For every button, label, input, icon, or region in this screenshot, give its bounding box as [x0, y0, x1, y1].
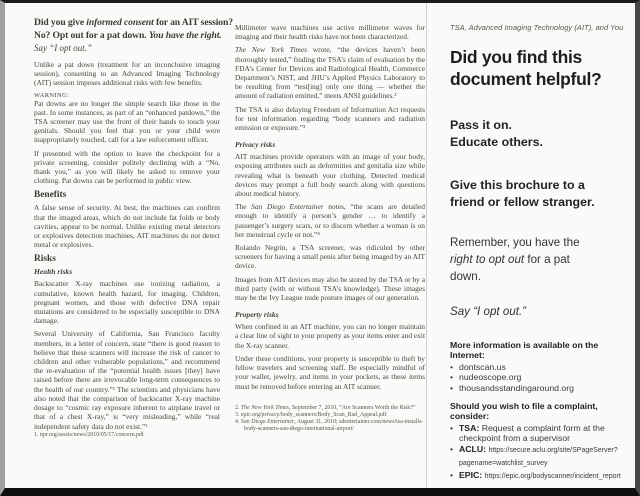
headline-text: Did you give: [34, 17, 87, 28]
health-risks-paragraph-2: Several University of California, San Francisco faculty members, in a letter of concern, state “there is good reason to believe that these scanners will increase the risk of cancer to children and other vulnerable populations,” and recommend the re-evaluation of the “potential health issues [they] have raised before there are irrevocable long-term consequences to the health of our country.”¹ The scientists and physicians have also noted that the comparison of backscatter X-ray machine dosage to “cosmic ray exposure inherent to airplane travel or that of a chest X-ray,” is “very misleading,” while “real independent safety data do not exist.”²: [34, 329, 220, 431]
list-item-thousandsstandingaround: • thousandsstandingaround.org: [450, 383, 630, 393]
private-screening-paragraph: If presented with the option to leave the checkpoint for a private screening, consider politely declining with a “No, thank you,” as you will likely be asked to remove your clothing. Pat downs can be performed in public view.: [34, 148, 220, 186]
headline-text: for an AIT session?: [153, 17, 233, 28]
foia-paragraph: The TSA is also delaying Freedom of Information Act requests for test information regarding “body scanners and radiation emission or exposure.”³: [235, 104, 425, 133]
headline-text: No? Opt out for a pat down.: [34, 30, 149, 41]
complaint-heading: Should you wish to file a complaint, consider:: [450, 400, 598, 421]
warning-paragraph: Pat downs are no longer the simple search like those in the past. In some instances, as part of an “enhanced patdown,” the TSA screener may use the front of their hands to touch your genitals. Should you feel that you or your child were inappropriately touched, call for a law enforcement officer.: [34, 98, 220, 145]
nyt-paragraph: [235, 45, 425, 100]
footnote-text: , August 31, 2010; sdentertainer.com/news/tsa-installs-body-scanners-san-diego-international-airport/: [244, 419, 424, 433]
health-risks-paragraph-1: Backscatter X-ray machines use ionizing radiation, a cumulative, known health hazard, for imaging. Children, pregnant women, and those with defective DNA repair mutations are considered to be especially susceptible to DNA damage.: [34, 279, 220, 326]
footnote-4: [235, 419, 425, 433]
say-i-opt-out-line: Say “I opt out.”: [34, 43, 93, 53]
remember-emphasis-opt-out: right to opt out: [450, 253, 525, 266]
footnote-number: 2.: [235, 404, 241, 411]
warning-label: WARNING:: [34, 91, 70, 99]
footnote-citation-italic: The New York Times: [240, 404, 289, 411]
pass-it-on-block: [450, 117, 630, 150]
aclu-complaint-url: https://secure.aclu.org/site/SPageServer?pagename=watchlist_survey: [459, 447, 618, 467]
brochure-kicker-title: TSA, Advanced Imaging Technology (AIT), and You: [450, 23, 624, 32]
panel-risks-continued: [235, 16, 425, 434]
image-storage-paragraph: Images from AIT devices may also be stored by the TSA or by a third party (with or without TSA’s knowledge). These images may be the Ivy League nude posture images of our generation.: [235, 274, 425, 303]
property-risks-subheading: Property risks: [235, 310, 279, 320]
left-headline-line1: [34, 16, 233, 29]
headline-emphasis-informed-consent: informed consent: [86, 17, 154, 28]
internet-info-section: [450, 340, 630, 393]
panel-back-cover: [450, 16, 630, 483]
nyt-citation-italic: The New York Times: [235, 45, 308, 55]
epic-complaint-url: https://epic.org/bodyscanner/incident_report: [484, 473, 621, 481]
risks-heading: Risks: [34, 254, 56, 265]
list-item-epic-complaint: [450, 470, 630, 482]
footnote-text: , September 7, 2010, “Are Scanners Worth the Risk?”: [288, 404, 416, 411]
negrin-paragraph: Rolando Negrin, a TSA screener, was ridiculed by other screeners for having a small penis after being imaged by an AIT device.: [235, 243, 425, 271]
intro-paragraph: Unlike a pat down (treatment for an inconclusive imaging session), consenting to an Advanced Imaging Technology (AIT) session imposes additional risks with few benefits.: [34, 60, 220, 88]
complaint-options-list: [450, 423, 630, 482]
epic-label: EPIC:: [459, 470, 483, 481]
footnote-citation-italic: San Diego Entertainer: [240, 419, 295, 426]
back-cover-title: Did you find this document helpful?: [450, 47, 602, 89]
pass-it-on-line: Pass it on.: [450, 118, 512, 132]
aclu-label: ACLU:: [459, 444, 487, 455]
entertainer-paragraph: [235, 202, 425, 239]
property-paragraph-2: Under these conditions, your property is susceptible to theft by fellow travelers and screening staff. Be especially mindful of your wallet, jewelry, and items in your pockets, as these items must be removed before entering an AIT scanner.: [235, 353, 425, 391]
benefits-paragraph: A false sense of security. At best, the machines can confirm that the imaged areas, which do not include fat folds or body cavities, appear to be normal. Unlike existing metal detectors or explosives detection machines, AIT machines do not detect metal or explosives.: [34, 203, 220, 250]
privacy-risks-subheading: Privacy risks: [235, 140, 276, 150]
list-item-tsa-complaint: [450, 423, 630, 444]
list-item-nudeoscope: • nudeoscope.org: [450, 372, 630, 382]
educate-others-line: Educate others.: [450, 134, 543, 149]
footnote-3: [235, 412, 425, 419]
complaint-section: [450, 401, 630, 482]
footnote-text: epic.org/privacy/body_scanners/Body_Scan_Rad_Appeal.pdf: [240, 411, 387, 418]
internet-info-heading: More information is available on the Internet:: [450, 340, 599, 360]
left-headline-line2: [34, 29, 220, 42]
list-item-dontscan: • dontscan.us: [450, 362, 630, 372]
remember-right-block: [450, 234, 602, 285]
privacy-paragraph-1: AIT machines provide operators with an image of your body, exposing attributes such as deformities and genitalia size while revealing what is beneath your clothing. Detected medical devices may prompt a full body search along with questions about medical history.: [235, 152, 425, 199]
give-brochure-line: Give this brochure to a friend or fellow stranger.: [450, 178, 595, 209]
entertainer-citation-italic: San Diego Entertainer: [251, 202, 324, 212]
health-risks-subheading: Health risks: [34, 267, 73, 277]
remember-text: for a pat down.: [450, 253, 570, 283]
entertainer-text: notes, “the scans are detailed enough to identify a person’s gender … to identify a passenger’s surgery scars, or to discern whether a woman is on her menstrual cycle or not.”⁴: [235, 202, 426, 239]
footnote-number: 3.: [235, 411, 241, 418]
internet-links-list: [450, 362, 630, 393]
millimeter-wave-paragraph: Millimeter wave machines use active millimeter waves for imaging and their health risks have not been characterized.: [235, 23, 425, 42]
nyt-text: wrote, “the devices haven’t been thoroughly tested,” finding the TSA’s claim of evaluation by the FDA’s Center for Devices and Radiological Health, Commerce Department’s NIST, and JHU’s Applied Physics Laboratory to be resulting from “test[ing] only one thing — whether the amount of radiation emitted,” meets ANSI guidelines.²: [235, 45, 425, 101]
panel-divider-rule: [426, 3, 427, 488]
headline-emphasis-right: You have the right.: [148, 30, 222, 41]
footnote-2: [235, 405, 425, 412]
footnote-number: 4.: [235, 419, 241, 426]
entertainer-text: The: [235, 202, 252, 212]
tsa-complaint-text: Request a complaint form at the checkpoint from a supervisor: [459, 422, 605, 444]
say-i-opt-out-back: Say “I opt out.”: [450, 305, 527, 318]
panel-opt-out: [34, 16, 233, 439]
footnote-1: 1. npr.org/assets/news/2010/05/17/concern.pdf: [34, 431, 144, 438]
remember-text: Remember, you have the: [450, 236, 580, 249]
list-item-aclu-complaint: [450, 444, 630, 469]
property-paragraph-1: When confined in an AIT machine, you can no longer maintain a clear line of sight to your property as your items enter and exit the X-ray scanner.: [235, 322, 425, 350]
tsa-label: TSA:: [459, 422, 480, 433]
footnotes-block: [235, 405, 425, 434]
benefits-heading: Benefits: [34, 190, 67, 201]
